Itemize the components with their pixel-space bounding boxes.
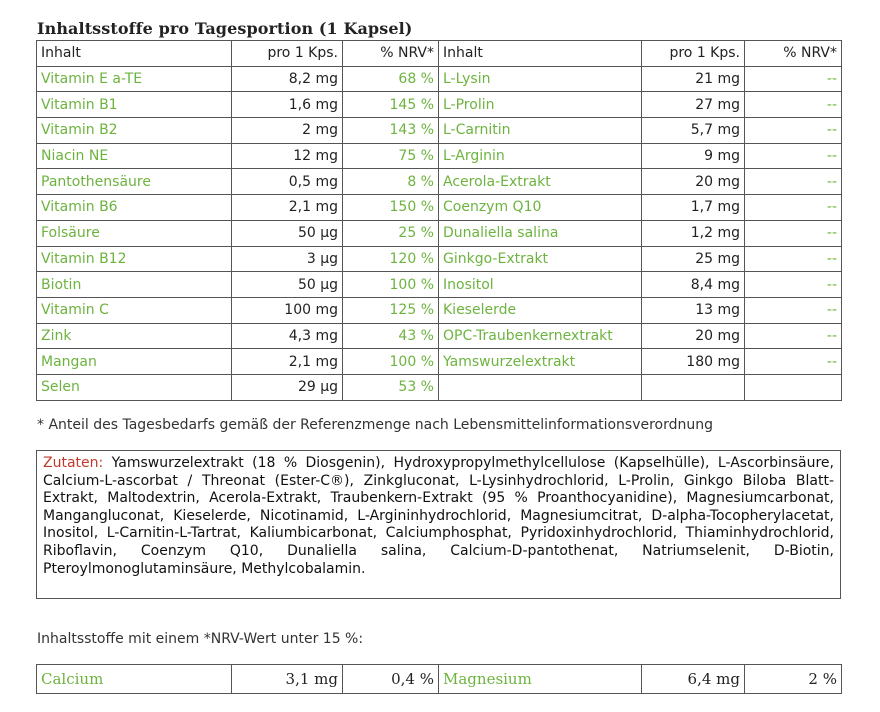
nutrient-name: L-Arginin bbox=[439, 143, 642, 169]
nutrient-name: Folsäure bbox=[37, 220, 232, 246]
nutrient-name: Vitamin B1 bbox=[37, 92, 232, 118]
nutrient-nrv: 145 % bbox=[343, 92, 439, 118]
nutrient-amount: 2,1 mg bbox=[232, 195, 343, 221]
nutrient-name: Ginkgo-Extrakt bbox=[439, 246, 642, 272]
nutrient-nrv: -- bbox=[745, 323, 842, 349]
table-row bbox=[37, 92, 842, 118]
nutrient-amount: 5,7 mg bbox=[642, 118, 745, 144]
nutrient-amount: 0,5 mg bbox=[232, 169, 343, 195]
nutrient-nrv: 25 % bbox=[343, 220, 439, 246]
nutrient-name: Vitamin B12 bbox=[37, 246, 232, 272]
column-header: Inhalt bbox=[37, 41, 232, 67]
nutrient-name: Zink bbox=[37, 323, 232, 349]
nutrient-name: L-Carnitin bbox=[439, 118, 642, 144]
nutrient-nrv: 53 % bbox=[343, 374, 439, 400]
nutrient-nrv: -- bbox=[745, 220, 842, 246]
table-row bbox=[37, 169, 842, 195]
nutrient-amount: 100 mg bbox=[232, 297, 343, 323]
nutrient-name: Vitamin E a-TE bbox=[37, 66, 232, 92]
nutrient-name: Kieselerde bbox=[439, 297, 642, 323]
nutrient-name: Vitamin B2 bbox=[37, 118, 232, 144]
table-row bbox=[37, 374, 842, 400]
nutrient-value: 3,1 mg bbox=[232, 665, 343, 694]
nutrient-name bbox=[439, 374, 642, 400]
nutrient-nrv: -- bbox=[745, 272, 842, 298]
nutrient-nrv: 68 % bbox=[343, 66, 439, 92]
nutrient-nrv: 150 % bbox=[343, 195, 439, 221]
nutrient-amount: 20 mg bbox=[642, 169, 745, 195]
nutrient-nrv: 8 % bbox=[343, 169, 439, 195]
nutrient-name: L-Lysin bbox=[439, 66, 642, 92]
nutrient-name: Mangan bbox=[37, 349, 232, 375]
ingredients-text: Yamswurzelextrakt (18 % Diosgenin), Hydroxypropylmethylcellulose (Kapselhülle), L-Ascorbinsäure, Calcium-L-ascorbat / Threonat (Ester-C®), Zinkgluconat, L-Lysinhydrochlorid, L-Prolin, Ginkgo Biloba Blatt-Extrakt, Maltodextrin, Acerola-Extrakt, Traubenkern-Extrakt (95 % Proanthocyanidine), Magnesiumcarbonat, Mangangluconat, Kieselerde, Nicotinamid, L-Argininhydrochlorid, Magnesiumcitrat, D-alpha-Tocopherylacetat, Inositol, L-Carnitin-L-Tartrat, Kaliumbicarbonat, Calciumphosphat, Pyridoxinhydrochlorid, Thiaminhydrochlorid, Riboflavin, Coenzym Q10, Dunaliella salina, Calcium-D-pantothenat, Natriumselenit, D-Biotin, Pteroylmonoglutaminsäure, Methylcobalamin. bbox=[43, 455, 834, 577]
table-row bbox=[37, 220, 842, 246]
nutrient-name: Coenzym Q10 bbox=[439, 195, 642, 221]
nutrient-nrv: -- bbox=[745, 66, 842, 92]
nutrient-amount: 1,2 mg bbox=[642, 220, 745, 246]
nutrient-amount: 29 µg bbox=[232, 374, 343, 400]
nutrient-nrv: 100 % bbox=[343, 349, 439, 375]
nutrient-amount: 25 mg bbox=[642, 246, 745, 272]
nutrient-name: Magnesium bbox=[439, 665, 642, 694]
table-row bbox=[37, 665, 842, 694]
nutrient-name: L-Prolin bbox=[439, 92, 642, 118]
nutrient-name: Pantothensäure bbox=[37, 169, 232, 195]
nutrient-amount: 50 µg bbox=[232, 272, 343, 298]
table-row bbox=[37, 118, 842, 144]
nutrient-value: 2 % bbox=[745, 665, 842, 694]
nutrient-name: Inositol bbox=[439, 272, 642, 298]
table-row bbox=[37, 272, 842, 298]
nutrient-amount: 1,6 mg bbox=[232, 92, 343, 118]
nutrient-nrv: -- bbox=[745, 349, 842, 375]
nutrient-table bbox=[36, 40, 842, 401]
nutrient-nrv: -- bbox=[745, 246, 842, 272]
table-row bbox=[37, 66, 842, 92]
nutrient-name: Biotin bbox=[37, 272, 232, 298]
nutrient-amount: 3 µg bbox=[232, 246, 343, 272]
column-header: pro 1 Kps. bbox=[232, 41, 343, 67]
table-row bbox=[37, 246, 842, 272]
table-header-row bbox=[37, 41, 842, 67]
column-header: % NRV* bbox=[745, 41, 842, 67]
table-row bbox=[37, 323, 842, 349]
nutrient-amount: 13 mg bbox=[642, 297, 745, 323]
nutrient-name: Selen bbox=[37, 374, 232, 400]
nutrient-name: Vitamin B6 bbox=[37, 195, 232, 221]
table-row bbox=[37, 143, 842, 169]
nutrient-amount: 2 mg bbox=[232, 118, 343, 144]
table-row bbox=[37, 297, 842, 323]
nutrient-name: Dunaliella salina bbox=[439, 220, 642, 246]
nutrient-amount bbox=[642, 374, 745, 400]
nutrient-amount: 180 mg bbox=[642, 349, 745, 375]
nutrient-nrv: -- bbox=[745, 297, 842, 323]
nutrient-nrv: 43 % bbox=[343, 323, 439, 349]
table-row bbox=[37, 349, 842, 375]
nutrient-name: Vitamin C bbox=[37, 297, 232, 323]
nutrient-amount: 9 mg bbox=[642, 143, 745, 169]
nutrient-amount: 50 µg bbox=[232, 220, 343, 246]
column-header: Inhalt bbox=[439, 41, 642, 67]
nutrient-nrv: 120 % bbox=[343, 246, 439, 272]
column-header: % NRV* bbox=[343, 41, 439, 67]
nutrient-amount: 8,2 mg bbox=[232, 66, 343, 92]
nutrient-amount: 8,4 mg bbox=[642, 272, 745, 298]
low-nrv-table bbox=[36, 664, 842, 694]
nutrient-nrv bbox=[745, 374, 842, 400]
nutrient-name: Yamswurzelextrakt bbox=[439, 349, 642, 375]
nutrient-amount: 12 mg bbox=[232, 143, 343, 169]
nutrient-value: 0,4 % bbox=[343, 665, 439, 694]
nutrient-name: Calcium bbox=[37, 665, 232, 694]
nutrient-amount: 21 mg bbox=[642, 66, 745, 92]
column-header: pro 1 Kps. bbox=[642, 41, 745, 67]
nutrient-nrv: -- bbox=[745, 195, 842, 221]
low-nrv-heading: Inhaltsstoffe mit einem *NRV-Wert unter 15 %: bbox=[37, 631, 364, 647]
nutrient-amount: 27 mg bbox=[642, 92, 745, 118]
nutrient-name: OPC-Traubenkernextrakt bbox=[439, 323, 642, 349]
ingredients-box bbox=[36, 450, 841, 599]
table-row bbox=[37, 195, 842, 221]
nutrient-nrv: -- bbox=[745, 118, 842, 144]
nutrient-nrv: -- bbox=[745, 143, 842, 169]
nutrient-amount: 4,3 mg bbox=[232, 323, 343, 349]
nrv-footnote: * Anteil des Tagesbedarfs gemäß der Referenzmenge nach Lebensmittelinformationsverordnung bbox=[37, 417, 714, 433]
nutrient-nrv: 100 % bbox=[343, 272, 439, 298]
nutrient-amount: 2,1 mg bbox=[232, 349, 343, 375]
nutrient-amount: 20 mg bbox=[642, 323, 745, 349]
nutrient-name: Niacin NE bbox=[37, 143, 232, 169]
ingredients-label: Zutaten: bbox=[43, 455, 104, 471]
nutrient-value: 6,4 mg bbox=[642, 665, 745, 694]
nutrient-nrv: 125 % bbox=[343, 297, 439, 323]
nutrient-nrv: 143 % bbox=[343, 118, 439, 144]
nutrient-nrv: 75 % bbox=[343, 143, 439, 169]
nutrient-amount: 1,7 mg bbox=[642, 195, 745, 221]
nutrient-nrv: -- bbox=[745, 169, 842, 195]
page-title: Inhaltsstoffe pro Tagesportion (1 Kapsel) bbox=[37, 19, 413, 38]
nutrient-nrv: -- bbox=[745, 92, 842, 118]
nutrient-name: Acerola-Extrakt bbox=[439, 169, 642, 195]
